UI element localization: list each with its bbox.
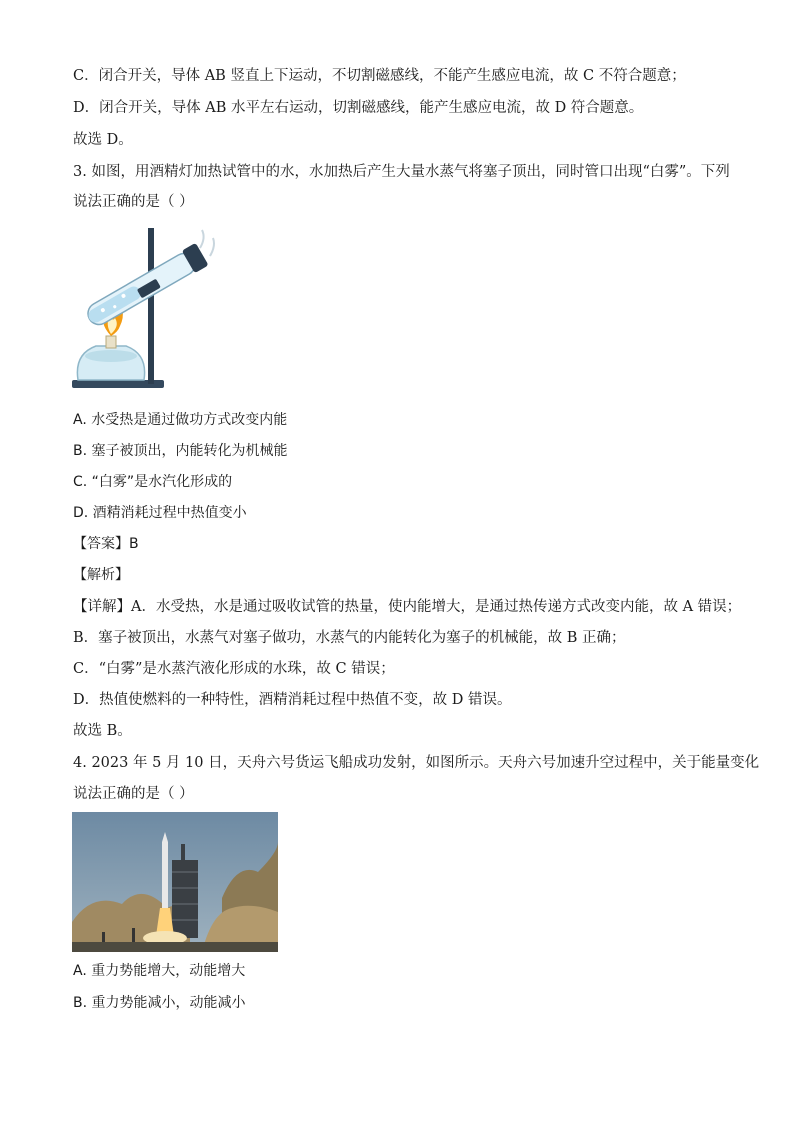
detail-line-a: 【详解】A．水受热，水是通过吸收试管的热量，使内能增大，是通过热传递方式改变内能，故 A 错误； bbox=[73, 599, 742, 615]
question-4-option-b: B. 重力势能减小，动能减小 bbox=[73, 995, 246, 1011]
question-4-option-a: A. 重力势能增大，动能增大 bbox=[73, 963, 246, 979]
detail-line-choose-b: 故选 B。 bbox=[73, 723, 132, 739]
text-line-choose-d: 故选 D。 bbox=[73, 132, 133, 148]
ground bbox=[72, 942, 278, 952]
rocket-launch-photo bbox=[72, 812, 278, 952]
text-line-c: C．闭合开关，导体 AB 竖直上下运动，不切割磁感线，不能产生感应电流，故 C 不符合题意； bbox=[73, 68, 686, 84]
stand-rod bbox=[148, 228, 154, 384]
text-line-d: D．闭合开关，导体 AB 水平左右运动，切割磁感线，能产生感应电流，故 D 符合题意。 bbox=[73, 100, 644, 116]
question-3-option-a: A. 水受热是通过做功方式改变内能 bbox=[73, 412, 288, 428]
rocket bbox=[162, 842, 168, 908]
analysis-label: 【解析】 bbox=[73, 567, 129, 583]
question-3-line-2: 说法正确的是（ ） bbox=[73, 194, 194, 210]
detail-line-b: B．塞子被顶出，水蒸气对塞子做功，水蒸气的内能转化为塞子的机械能，故 B 正确； bbox=[73, 630, 626, 646]
question-3-option-c: C. “白雾”是水汽化形成的 bbox=[73, 474, 233, 490]
lamp-liquid bbox=[85, 350, 137, 362]
detail-line-c: C．“白雾”是水蒸汽液化形成的水珠，故 C 错误； bbox=[73, 661, 395, 677]
question-3-option-b: B. 塞子被顶出，内能转化为机械能 bbox=[73, 443, 288, 459]
detail-line-d: D．热值使燃料的一种特性，酒精消耗过程中热值不变，故 D 错误。 bbox=[73, 692, 512, 708]
lamp-wick bbox=[106, 336, 116, 348]
question-4-line-2: 说法正确的是（ ） bbox=[73, 786, 194, 802]
question-3-line-1: 3. 如图，用酒精灯加热试管中的水，水加热后产生大量水蒸气将塞子顶出，同时管口出现“白雾”。下列 bbox=[73, 164, 730, 180]
answer-label: 【答案】B bbox=[73, 536, 139, 552]
question-4-line-1: 4. 2023 年 5 月 10 日，天舟六号货运飞船成功发射，如图所示。天舟六号加速升空过程中，关于能量变化 bbox=[73, 755, 760, 771]
question-3-option-d: D. 酒精消耗过程中热值变小 bbox=[73, 505, 247, 521]
alcohol-lamp-figure bbox=[68, 226, 218, 394]
